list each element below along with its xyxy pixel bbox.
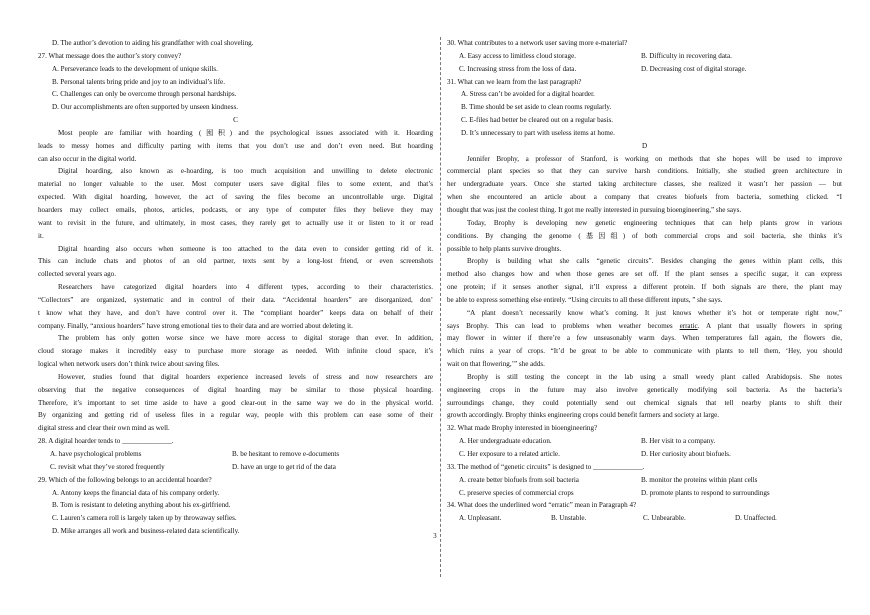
passage-c-line: material no longer valuable to the user. Most computer users save digital files to some extent, and that’s [38, 180, 433, 189]
q32-options-row [447, 448, 842, 461]
q33-option-a: A. create better biofuels from soil bacteria [459, 475, 579, 484]
passage-d-line: one protein; if it senses another signal, it’ll express a different protein. If both signals are there, the plant may [447, 283, 842, 292]
q29-stem: 29. Which of the following belongs to an accidental hoarder? [38, 475, 212, 484]
passage-c-line: t know what they have, and don’t have control over it. The “compliant hoarder” keeps data on behalf of their [38, 308, 433, 317]
q27-stem: 27. What message does the author’s story convey? [38, 51, 182, 60]
q29-option-b: B. Tom is resistant to deleting anything about his ex-girlfriend. [52, 501, 231, 510]
passage-d-line: Brophy is building what she calls “genetic circuits”. Besides changing the genes within plant cells, this [467, 257, 842, 266]
passage-d-line: Today, Brophy is developing new genetic engineering techniques that can help plants grow in various [467, 218, 842, 227]
q28-options-row [38, 461, 433, 474]
passage-c-line: cloud storage makes it incredibly easy to purchase more storage as needed. With infinite cloud space, it’s [38, 347, 433, 356]
q32-option-d: D. Her curiosity about biofuels. [641, 450, 731, 458]
passage-c-line: “Collectors” are organized, systematic and in control of their data. “Accidental hoarders” are disorganized, don’ [38, 295, 433, 304]
passage-d-line: wait on that flowering,’” she adds. [447, 360, 545, 369]
passage-c-line: Digital hoarding, also known as e-hoarding, is too much acquisition and unwilling to delete electronic [58, 167, 433, 176]
q33-options-row [447, 474, 842, 487]
passage-d-line: Brophy is still testing the concept in the lab using a small weedy plant called Arabidopsis. She notes [467, 372, 842, 381]
passage-c-line: expected. With digital hoarding, however, the act of saving the files become an uncontrollable urge. Digital [38, 193, 433, 202]
passage-c-line: company. Finally, “anxious hoarders” have strong emotional ties to their data and are worried about deleting it. [38, 321, 353, 330]
q32-option-b: B. Her visit to a company. [641, 437, 716, 446]
passage-d-line: commercial plant species so that they can survive harsh conditions. Initially, she studied green architecture in [447, 167, 842, 176]
passage-c-line: This can include chats and photos of an old partner, texts sent by a long-lost friend, or even screenshots [38, 257, 433, 266]
passage-c-line: Researchers have categorized digital hoarders into 4 different types, according to their characteristics. [58, 283, 433, 292]
q31-stem: 31. What can we learn from the last paragraph? [447, 77, 582, 86]
passage-d-line: conditions. By changing the genome (基因组) of both commercial crops and soil bacteria, she thinks it’s [447, 231, 842, 240]
passage-d-line: “A plant doesn’t necessarily know what’s coming. It just knows whether it’s hot or temperate right now,” [467, 308, 842, 317]
passage-d-line: her undergraduate years. Once she started taking architecture classes, she realized it wasn’t her passion — but [447, 180, 842, 189]
q28-option-b: B. be hesitant to remove e-documents [232, 450, 340, 458]
q31-option-c: C. E-files had better be cleared out on a regular basis. [461, 116, 614, 125]
passage-c-line: can also occur in the digital world. [38, 154, 137, 163]
q30-stem: 30. What contributes to a network user saving more e-material? [447, 39, 628, 47]
q30-option-d: D. Decreasing cost of digital storage. [641, 64, 747, 73]
passage-d-line: which ruins a year of crops. “It’d be great to be able to communicate with plants to tell them, ‘Hey, you should [447, 347, 842, 356]
passage-c-line: The problem has only gotten worse since we have more access to digital storage than ever. In addition, [58, 334, 433, 343]
q31-option-a: A. Stress can’t be avoided for a digital hoarder. [461, 90, 595, 99]
q34-options-row [447, 512, 842, 525]
passage-c-line: digital stress and clear their own mind as well. [38, 424, 170, 433]
passage-c-line: hoarders may collect emails, photos, articles, podcasts, or any type of computer files they believe they may [38, 205, 433, 214]
left-column [38, 37, 433, 538]
passage-d-line: Jennifer Brophy, a professor of Stanford, is working on methods that she hopes will be used to improve [467, 154, 842, 163]
q28-options-row [38, 448, 433, 461]
q32-option-a: A. Her undergraduate education. [459, 437, 552, 446]
passage-c-line: it. [38, 231, 44, 240]
q33-stem: 33. The method of “genetic circuits” is designed to ______________. [447, 462, 645, 471]
passage-d-line-erratic [447, 320, 842, 333]
q34-option-b: B. Unstable. [551, 514, 587, 523]
q27-option-d: D. Our accomplishments are often supported by unseen kindness. [52, 103, 238, 112]
passage-d-line: method also changes how and when those genes are set off. If the plant senses a specific sugar, it can express [447, 270, 842, 279]
passage-c-line: However, studies found that digital hoarders experience increased levels of stress and now researchers are [58, 372, 433, 381]
passage-c-line: By organizing and getting rid of useless files in a regular way, people with this problem can ease some of their [38, 411, 433, 420]
q31-option-d: D. It’s unnecessary to part with useless items at home. [461, 128, 615, 137]
q28-stem: 28. A digital hoarder tends to ______________. [38, 437, 174, 446]
column-divider [440, 37, 441, 577]
q28-option-a: A. have psychological problems [50, 450, 142, 458]
q29-option-c: C. Lauren’s camera roll is largely taken up by throwaway selfies. [52, 514, 237, 523]
passage-d-line: when she encountered an article about a company that creates biofuels from bacteria, something clicked. “I [447, 193, 842, 202]
passage-c-line: leads to messy homes and difficulty parting with items that you don’t use and don’t even need. But hoarding [38, 141, 433, 150]
section-d-heading: D [641, 141, 648, 150]
passage-d-line: growth accordingly. Brophy thinks engineering crops could benefit farmers and society at large. [447, 411, 720, 420]
passage-d-line: surroundings change, they could potentially send out chemical signals that tell nearby plants to shift their [447, 398, 842, 407]
q34-stem: 34. What does the underlined word “erratic” mean in Paragraph 4? [447, 501, 637, 510]
passage-d-line: may flower in winter if there’re a few unseasonably warm days. When temperatures fall again, the flowers die, [447, 334, 842, 343]
q32-options-row [447, 435, 842, 448]
passage-d-line: engineering crops in the future may also involve genetically modifying soil bacteria. As the bacteria’s [447, 385, 842, 394]
erratic-line-text: says Brophy. This can lead to problems when weather becomes erratic. A plant that usually flowers in spring [447, 321, 842, 330]
page-number: 3 [433, 533, 437, 540]
q30-option-b: B. Difficulty in recovering data. [641, 51, 732, 60]
q33-options-row [447, 487, 842, 500]
q32-stem: 32. What made Brophy interested in bioengineering? [447, 424, 598, 433]
q28-option-c: C. revisit what they’ve stored frequently [50, 462, 165, 471]
right-column [447, 37, 842, 525]
passage-c-line: collected several years ago. [38, 270, 116, 279]
passage-c-line: Most people are familiar with hoarding (囤积) and the psychological issues associated with it. Hoarding [58, 128, 433, 137]
q32-option-c: C. Her exposure to a related article. [459, 450, 560, 458]
passage-c-line: observing that the negative consequences of digital hoarding may be similar to those physical hoarding. [38, 385, 433, 394]
passage-d-line: be able to express something else entirely. “Using circuits to all these different inputs, ” she says. [447, 295, 723, 304]
passage-c-line: Therefore, it’s important to set time aside to have a good clear-out in the same way we do in the physical world. [38, 398, 433, 407]
q30-options-row [447, 50, 842, 63]
q34-option-c: C. Unbearable. [643, 514, 686, 523]
q30-options-row [447, 63, 842, 76]
q26-option-d: D. The author’s devotion to aiding his grandfather with coal shoveling. [52, 39, 254, 47]
q27-option-a: A. Perseverance leads to the development of unique skills. [52, 64, 218, 73]
q34-option-d: D. Unaffected. [735, 514, 777, 523]
q31-option-b: B. Time should be set aside to clean rooms regularly. [461, 103, 612, 112]
q27-option-c: C. Challenges can only be overcome through personal hardships. [52, 90, 237, 99]
passage-c-line: Digital hoarding also occurs when someone is too attached to the data even to consider getting rid of it. [58, 244, 433, 253]
passage-d-line: thought that was just the coolest thing. It got me really interested in pursuing bioengineering,” she says. [447, 205, 742, 214]
q33-option-c: C. preserve species of commercial crops [459, 488, 574, 497]
q28-option-d: D. have an urge to get rid of the data [232, 462, 336, 471]
passage-d-line: possible to help plants survive droughts. [447, 244, 562, 253]
q30-option-a: A. Easy access to limitless cloud storage. [459, 51, 577, 60]
passage-c-line: logical when network users don’t think twice about saving files. [38, 360, 220, 369]
q34-option-a: A. Unpleasant. [459, 514, 502, 523]
q33-option-d: D. promote plants to respond to surroundings [641, 488, 770, 497]
q29-option-d: D. Mike arranges all work and business-related data scientifically. [52, 527, 240, 536]
underlined-word-erratic: erratic [679, 321, 698, 330]
section-c-heading: C [233, 116, 238, 125]
q29-option-a: A. Antony keeps the financial data of his company orderly. [52, 488, 220, 497]
q33-option-b: B. monitor the proteins within plant cells [641, 475, 758, 484]
passage-c-line: want to revisit in the future, and ultimately, in most cases, they rarely get to actually use it or listen to it or read [38, 218, 433, 227]
q27-option-b: B. Personal talents bring pride and joy to an individual’s life. [52, 77, 225, 86]
q30-option-c: C. Increasing stress from the loss of data. [459, 64, 577, 73]
